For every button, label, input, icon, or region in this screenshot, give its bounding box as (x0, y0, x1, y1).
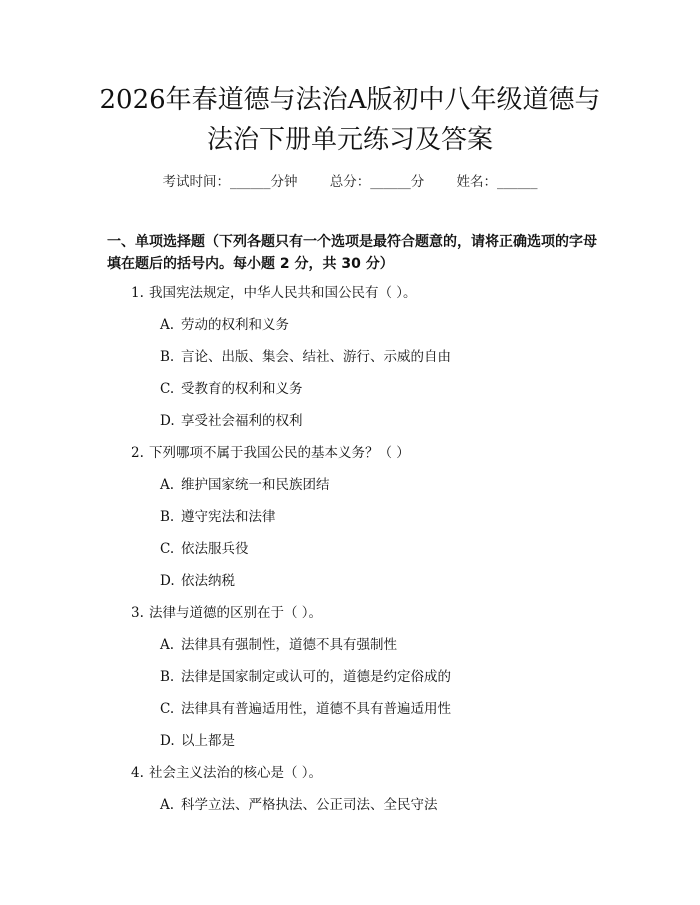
title-line-2: 法治下册单元练习及答案 (206, 125, 493, 155)
option-text: 科学立法、严格执法、公正司法、全民守法 (181, 797, 438, 813)
option-text: 遵守宪法和法律 (181, 509, 276, 525)
question-item (0, 283, 700, 315)
question-item (0, 603, 700, 635)
question-stem: 法律与道德的区别在于（ ）。 (149, 605, 323, 621)
answer-option (0, 315, 700, 347)
option-letter: B. (160, 669, 175, 685)
option-letter: D. (160, 733, 175, 749)
question-number: 4. (131, 765, 144, 781)
student-name: 姓名：______ (456, 174, 538, 190)
option-letter: B. (160, 509, 175, 525)
option-letter: B. (160, 349, 175, 365)
question-item (0, 763, 700, 795)
question-number: 2. (131, 445, 144, 461)
answer-option (0, 571, 700, 603)
option-text: 受教育的权利和义务 (181, 381, 303, 397)
option-letter: A. (160, 317, 175, 333)
option-letter: D. (160, 573, 175, 589)
option-text: 法律是国家制定或认可的，道德是约定俗成的 (181, 669, 451, 685)
option-letter: C. (160, 701, 175, 717)
option-text: 依法纳税 (181, 573, 235, 589)
option-letter: A. (160, 637, 175, 653)
option-text: 法律具有强制性，道德不具有强制性 (181, 637, 397, 653)
option-text: 劳动的权利和义务 (181, 317, 289, 333)
total-score: 总分：______分 (329, 174, 425, 190)
exam-time: 考试时间：______分钟 (162, 174, 298, 190)
exam-info (0, 170, 700, 190)
question-stem: 我国宪法规定，中华人民共和国公民有（ ）。 (149, 285, 417, 301)
answer-option (0, 507, 700, 539)
answer-option (0, 475, 700, 507)
option-letter: A. (160, 797, 175, 813)
answer-option (0, 347, 700, 379)
answer-option (0, 795, 700, 827)
option-text: 言论、出版、集会、结社、游行、示威的自由 (181, 349, 451, 365)
document-title (60, 80, 640, 160)
option-text: 享受社会福利的权利 (181, 413, 303, 429)
option-text: 法律具有普遍适用性，道德不具有普遍适用性 (181, 701, 451, 717)
option-text: 以上都是 (181, 733, 235, 749)
answer-option (0, 539, 700, 571)
section-heading: 一、单项选择题（下列各题只有一个选项是最符合题意的，请将正确选项的字母填在题后的括号内。每小题 2 分，共 30 分） (107, 234, 597, 272)
answer-option (0, 411, 700, 443)
answer-option (0, 731, 700, 763)
option-letter: C. (160, 541, 175, 557)
title-line-1: 2026年春道德与法治A版初中八年级道德与 (99, 85, 601, 115)
answer-option (0, 667, 700, 699)
option-text: 依法服兵役 (181, 541, 249, 557)
answer-option (0, 379, 700, 411)
question-item (0, 443, 700, 475)
answer-option (0, 699, 700, 731)
question-number: 3. (131, 605, 144, 621)
option-letter: A. (160, 477, 175, 493)
question-stem: 社会主义法治的核心是（ ）。 (149, 765, 323, 781)
question-list (0, 283, 700, 827)
question-stem: 下列哪项不属于我国公民的基本义务？（ ） (149, 445, 410, 461)
option-letter: D. (160, 413, 175, 429)
option-text: 维护国家统一和民族团结 (181, 477, 330, 493)
option-letter: C. (160, 381, 175, 397)
answer-option (0, 635, 700, 667)
question-number: 1. (131, 285, 144, 301)
